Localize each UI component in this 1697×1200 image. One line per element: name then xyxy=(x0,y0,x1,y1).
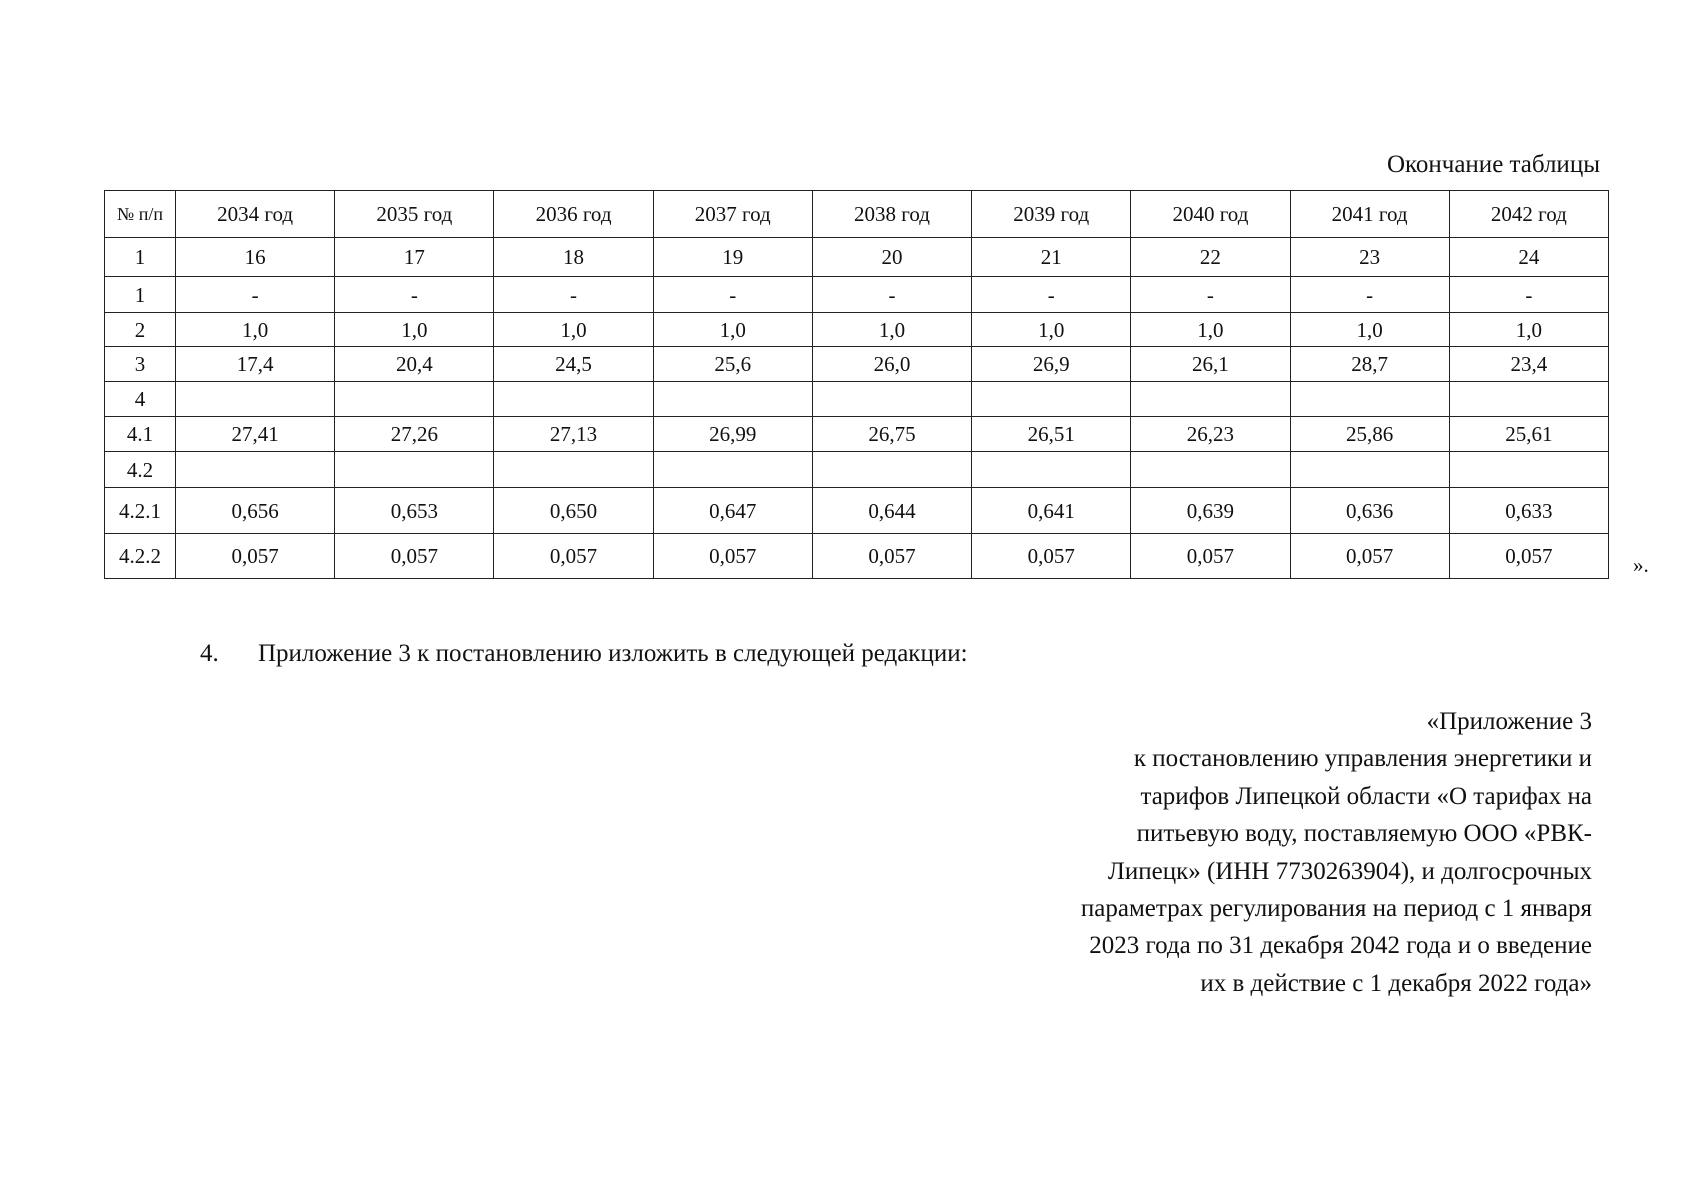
value-cell xyxy=(812,452,971,488)
value-cell: 0,057 xyxy=(176,534,335,579)
value-cell: 28,7 xyxy=(1290,347,1449,382)
value-cell: 26,1 xyxy=(1131,347,1290,382)
value-cell: 0,057 xyxy=(812,534,971,579)
value-cell xyxy=(812,382,971,417)
value-cell: 24,5 xyxy=(494,347,653,382)
header-cell-year: 2040 год xyxy=(1131,191,1290,238)
value-cell: 1,0 xyxy=(1290,313,1449,347)
value-cell xyxy=(972,452,1131,488)
value-cell xyxy=(653,382,812,417)
table-row xyxy=(105,417,1609,452)
appendix-line: тарифов Липецкой области «О тарифах на xyxy=(1140,782,1592,810)
row-number-cell: 4.2.1 xyxy=(105,488,176,534)
table-row xyxy=(105,382,1609,417)
value-cell: 27,13 xyxy=(494,417,653,452)
value-cell: 0,636 xyxy=(1290,488,1449,534)
value-cell xyxy=(176,452,335,488)
value-cell: 16 xyxy=(176,238,335,277)
header-cell-year: 2035 год xyxy=(335,191,494,238)
value-cell: 0,057 xyxy=(494,534,653,579)
table-row xyxy=(105,452,1609,488)
value-cell xyxy=(1290,452,1449,488)
appendix-line: к постановлению управления энергетики и xyxy=(1133,745,1592,773)
value-cell: 26,0 xyxy=(812,347,971,382)
value-cell: 17,4 xyxy=(176,347,335,382)
value-cell: - xyxy=(494,277,653,313)
appendix-line: 2023 года по 31 декабря 2042 года и о введение xyxy=(1089,932,1592,960)
value-cell: 0,057 xyxy=(653,534,812,579)
value-cell xyxy=(1131,452,1290,488)
value-cell: 26,23 xyxy=(1131,417,1290,452)
header-cell-year: 2038 год xyxy=(812,191,971,238)
value-cell: 26,9 xyxy=(972,347,1131,382)
table-closing-mark: ». xyxy=(1633,553,1649,577)
row-number-cell: 4 xyxy=(105,382,176,417)
value-cell: 1,0 xyxy=(1449,313,1608,347)
value-cell xyxy=(1290,382,1449,417)
value-cell: - xyxy=(972,277,1131,313)
row-number-cell: 4.1 xyxy=(105,417,176,452)
value-cell: 23 xyxy=(1290,238,1449,277)
row-number-cell: 3 xyxy=(105,347,176,382)
value-cell: - xyxy=(812,277,971,313)
value-cell: 20,4 xyxy=(335,347,494,382)
value-cell: 26,99 xyxy=(653,417,812,452)
value-cell: 0,057 xyxy=(972,534,1131,579)
value-cell xyxy=(176,382,335,417)
value-cell: 26,51 xyxy=(972,417,1131,452)
value-cell: 1,0 xyxy=(335,313,494,347)
table-caption: Окончание таблицы xyxy=(1386,151,1600,178)
value-cell: - xyxy=(1449,277,1608,313)
table-header-row xyxy=(105,191,1609,238)
value-cell: 0,057 xyxy=(1131,534,1290,579)
value-cell: 21 xyxy=(972,238,1131,277)
value-cell xyxy=(335,452,494,488)
value-cell: 1,0 xyxy=(812,313,971,347)
appendix-line: параметрах регулирования на период с 1 января xyxy=(1080,895,1592,923)
value-cell: 0,057 xyxy=(335,534,494,579)
header-cell-number: № п/п xyxy=(105,191,176,238)
value-cell: 0,656 xyxy=(176,488,335,534)
value-cell: - xyxy=(1131,277,1290,313)
header-cell-year: 2036 год xyxy=(494,191,653,238)
value-cell: 22 xyxy=(1131,238,1290,277)
table-row xyxy=(105,277,1609,313)
value-cell: 25,6 xyxy=(653,347,812,382)
value-cell: - xyxy=(653,277,812,313)
value-cell: 24 xyxy=(1449,238,1608,277)
value-cell: 25,86 xyxy=(1290,417,1449,452)
value-cell: 1,0 xyxy=(1131,313,1290,347)
value-cell: 0,633 xyxy=(1449,488,1608,534)
value-cell: - xyxy=(176,277,335,313)
value-cell: - xyxy=(335,277,494,313)
item-number: 4. xyxy=(200,640,219,667)
table-row xyxy=(105,347,1609,382)
appendix-line: Липецк» (ИНН 7730263904), и долгосрочных xyxy=(1107,857,1592,885)
value-cell: 0,641 xyxy=(972,488,1131,534)
appendix-line: их в действие с 1 декабря 2022 года» xyxy=(1200,969,1592,997)
value-cell: 27,41 xyxy=(176,417,335,452)
value-cell xyxy=(494,382,653,417)
appendix-line: питьевую воду, поставляемую ООО «РВК- xyxy=(1136,820,1592,848)
value-cell xyxy=(1449,452,1608,488)
appendix-heading xyxy=(972,703,1592,1002)
header-cell-year: 2042 год xyxy=(1449,191,1608,238)
value-cell: 27,26 xyxy=(335,417,494,452)
value-cell xyxy=(972,382,1131,417)
row-number-cell: 4.2 xyxy=(105,452,176,488)
value-cell: 0,647 xyxy=(653,488,812,534)
value-cell: 17 xyxy=(335,238,494,277)
value-cell: 18 xyxy=(494,238,653,277)
value-cell: 1,0 xyxy=(653,313,812,347)
list-item-4 xyxy=(200,639,968,669)
item-text: Приложение 3 к постановлению изложить в следующей редакции: xyxy=(258,640,968,667)
row-number-cell: 1 xyxy=(105,277,176,313)
row-number-cell: 4.2.2 xyxy=(105,534,176,579)
value-cell: 0,057 xyxy=(1449,534,1608,579)
table-row xyxy=(105,238,1609,277)
value-cell: - xyxy=(1290,277,1449,313)
header-cell-year: 2034 год xyxy=(176,191,335,238)
value-cell: 0,644 xyxy=(812,488,971,534)
value-cell: 0,650 xyxy=(494,488,653,534)
value-cell xyxy=(1131,382,1290,417)
row-number-cell: 2 xyxy=(105,313,176,347)
header-cell-year: 2037 год xyxy=(653,191,812,238)
value-cell: 19 xyxy=(653,238,812,277)
tariff-parameters-table xyxy=(104,190,1609,579)
value-cell: 0,653 xyxy=(335,488,494,534)
appendix-line: «Приложение 3 xyxy=(1426,708,1592,735)
value-cell: 26,75 xyxy=(812,417,971,452)
table-row xyxy=(105,488,1609,534)
value-cell: 0,057 xyxy=(1290,534,1449,579)
value-cell: 25,61 xyxy=(1449,417,1608,452)
value-cell: 1,0 xyxy=(176,313,335,347)
header-cell-year: 2041 год xyxy=(1290,191,1449,238)
value-cell xyxy=(494,452,653,488)
row-number-cell: 1 xyxy=(105,238,176,277)
table-row xyxy=(105,534,1609,579)
value-cell xyxy=(653,452,812,488)
value-cell xyxy=(335,382,494,417)
header-cell-year: 2039 год xyxy=(972,191,1131,238)
value-cell: 23,4 xyxy=(1449,347,1608,382)
value-cell: 20 xyxy=(812,238,971,277)
value-cell xyxy=(1449,382,1608,417)
value-cell: 1,0 xyxy=(972,313,1131,347)
table-row xyxy=(105,313,1609,347)
value-cell: 1,0 xyxy=(494,313,653,347)
value-cell: 0,639 xyxy=(1131,488,1290,534)
